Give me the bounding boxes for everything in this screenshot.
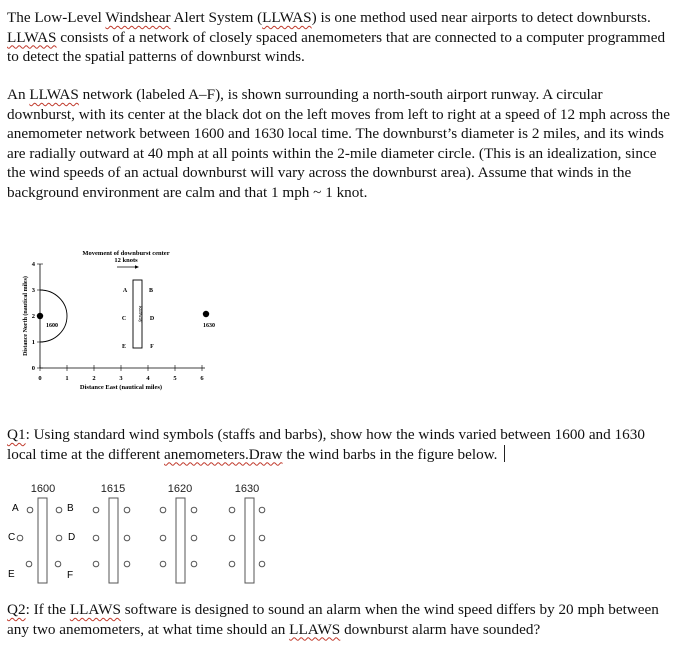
spellcheck-word: LLAWS: [69, 601, 121, 618]
panel-1630: [229, 498, 265, 583]
anemometer-a: [229, 507, 235, 513]
station-label-d: D: [149, 316, 155, 322]
x-tick-label: 0: [38, 375, 42, 382]
anemometer-b: [191, 507, 197, 513]
anemometer-c: [17, 535, 23, 541]
anemometer-a: [160, 507, 166, 513]
spellcheck-word: LLWAS: [262, 9, 312, 26]
end-time-label: 1630: [203, 323, 215, 329]
anemometer-c: [93, 535, 99, 541]
text-run: : Using standard wind symbols (staffs and barbs), show how the winds varied between 1600 and 1630 local time at the different: [7, 426, 645, 463]
time-label-1600: 1600: [30, 483, 56, 495]
anemometer-f: [124, 561, 130, 567]
station-label-e: E: [8, 569, 15, 580]
text-run: The Low-Level: [7, 9, 106, 26]
anemometer-d: [259, 535, 265, 541]
y-tick-label: 1: [31, 339, 35, 346]
station-label-c: C: [121, 316, 127, 322]
question-2: [7, 600, 672, 639]
spellcheck-word: LLWAS: [29, 86, 79, 103]
time-label-1615: 1615: [100, 483, 126, 495]
station-label-a: A: [12, 503, 19, 514]
text-cursor: [504, 445, 505, 462]
text-run: network (labeled A–F), is shown surrounding a north-south airport runway. A circular downburst, with its center at the black dot on the left moves from left to right at a speed of 12 mph across the anemometer network between 1600 and 1630 local time. The downburst’s diameter is 2 miles, and its winds are radially outward at 40 mph at all points within the 2-mile diameter circle. (This is an idealization, since the wind speeds of an actual downburst will vary across the downburst area). Assume that winds in the background environment are calm and that 1 mph ~ 1 knot.: [7, 86, 671, 201]
llwas-network-figure: [20, 248, 220, 403]
runway: [109, 498, 118, 583]
panel-1620: [160, 498, 197, 583]
spellcheck-word: LLWAS: [7, 28, 57, 46]
station-label-f: F: [67, 570, 74, 581]
spellcheck-word: Windshear: [105, 9, 171, 26]
station-label-b: B: [67, 503, 74, 514]
station-label-f: F: [150, 344, 154, 350]
text-run: An: [7, 86, 30, 103]
movement-arrow-head: [135, 265, 139, 268]
runway: [38, 498, 47, 583]
figure-title: Movement of downburst center: [82, 250, 170, 257]
downburst-end-dot: [203, 311, 209, 317]
anemometer-d: [56, 535, 62, 541]
anemometer-f: [191, 561, 197, 567]
anemometer-c: [229, 535, 235, 541]
anemometer-a: [27, 507, 33, 513]
panel-1615: [93, 498, 130, 583]
station-label-b: B: [148, 288, 154, 294]
time-label-1620: 1620: [167, 483, 193, 495]
spellcheck-word: Q1: [7, 426, 26, 443]
station-label-a: A: [122, 288, 128, 294]
x-tick-label: 3: [119, 375, 123, 382]
x-axis-label: Distance East (nautical miles): [79, 384, 163, 391]
figure-subtitle: 12 knots: [114, 257, 138, 264]
spellcheck-word: LLAWS: [289, 620, 341, 638]
text-run: ) is one method used near airports to detect downbursts.: [311, 9, 651, 26]
runway-label: Runway: [137, 305, 142, 323]
anemometer-c: [160, 535, 166, 541]
anemometer-e: [26, 561, 32, 567]
start-time-label: 1600: [46, 323, 58, 329]
anemometer-b: [56, 507, 62, 513]
anemometer-b: [259, 507, 265, 513]
text-run: downburst alarm have sounded?: [340, 620, 541, 638]
anemometer-d: [191, 535, 197, 541]
x-tick-label: 5: [173, 375, 177, 382]
text-run: consists of a network of closely spaced anemometers that are connected to a computer programmed to detect the spatial patterns of downburst winds.: [7, 28, 666, 65]
station-label-e: E: [121, 344, 127, 350]
anemometer-e: [229, 561, 235, 567]
panel-1600: [8, 498, 75, 583]
y-tick-label: 3: [31, 287, 35, 294]
text-run: software is designed to sound an alarm when the wind speed differs by 20 mph between any two anemometers, at what time should an: [7, 601, 659, 638]
anemometer-b: [124, 507, 130, 513]
anemometer-a: [93, 507, 99, 513]
x-tick-label: 1: [65, 375, 69, 382]
spellcheck-word: anemometers.Draw: [164, 445, 283, 463]
station-label-c: C: [8, 532, 16, 543]
text-run: Alert System (: [170, 9, 263, 26]
anemometer-e: [93, 561, 99, 567]
x-tick-label: 2: [92, 375, 96, 382]
anemometer-f: [259, 561, 265, 567]
intro-paragraph-1: [7, 8, 672, 67]
text-run: : If the: [25, 601, 70, 618]
x-tick-label: 6: [200, 375, 204, 382]
y-tick-label: 4: [31, 261, 35, 268]
y-axis-label: Distance North (nautical miles): [23, 276, 29, 356]
y-tick-label: 2: [31, 313, 35, 320]
downburst-center-dot: [37, 313, 43, 319]
x-tick-label: 4: [146, 375, 150, 382]
question-1: [7, 425, 672, 464]
downburst-circle: [40, 290, 67, 342]
station-label-d: D: [68, 532, 76, 543]
runway: [245, 498, 254, 583]
runway: [176, 498, 185, 583]
anemometer-e: [160, 561, 166, 567]
wind-barb-worksheet: [0, 478, 290, 590]
spellcheck-word: Q2: [7, 601, 26, 618]
anemometer-f: [55, 561, 61, 567]
intro-paragraph-2: [7, 85, 672, 202]
text-run: the wind barbs in the figure below.: [282, 445, 502, 463]
anemometer-d: [124, 535, 130, 541]
y-tick-label: 0: [31, 365, 35, 372]
time-label-1630: 1630: [234, 483, 260, 495]
